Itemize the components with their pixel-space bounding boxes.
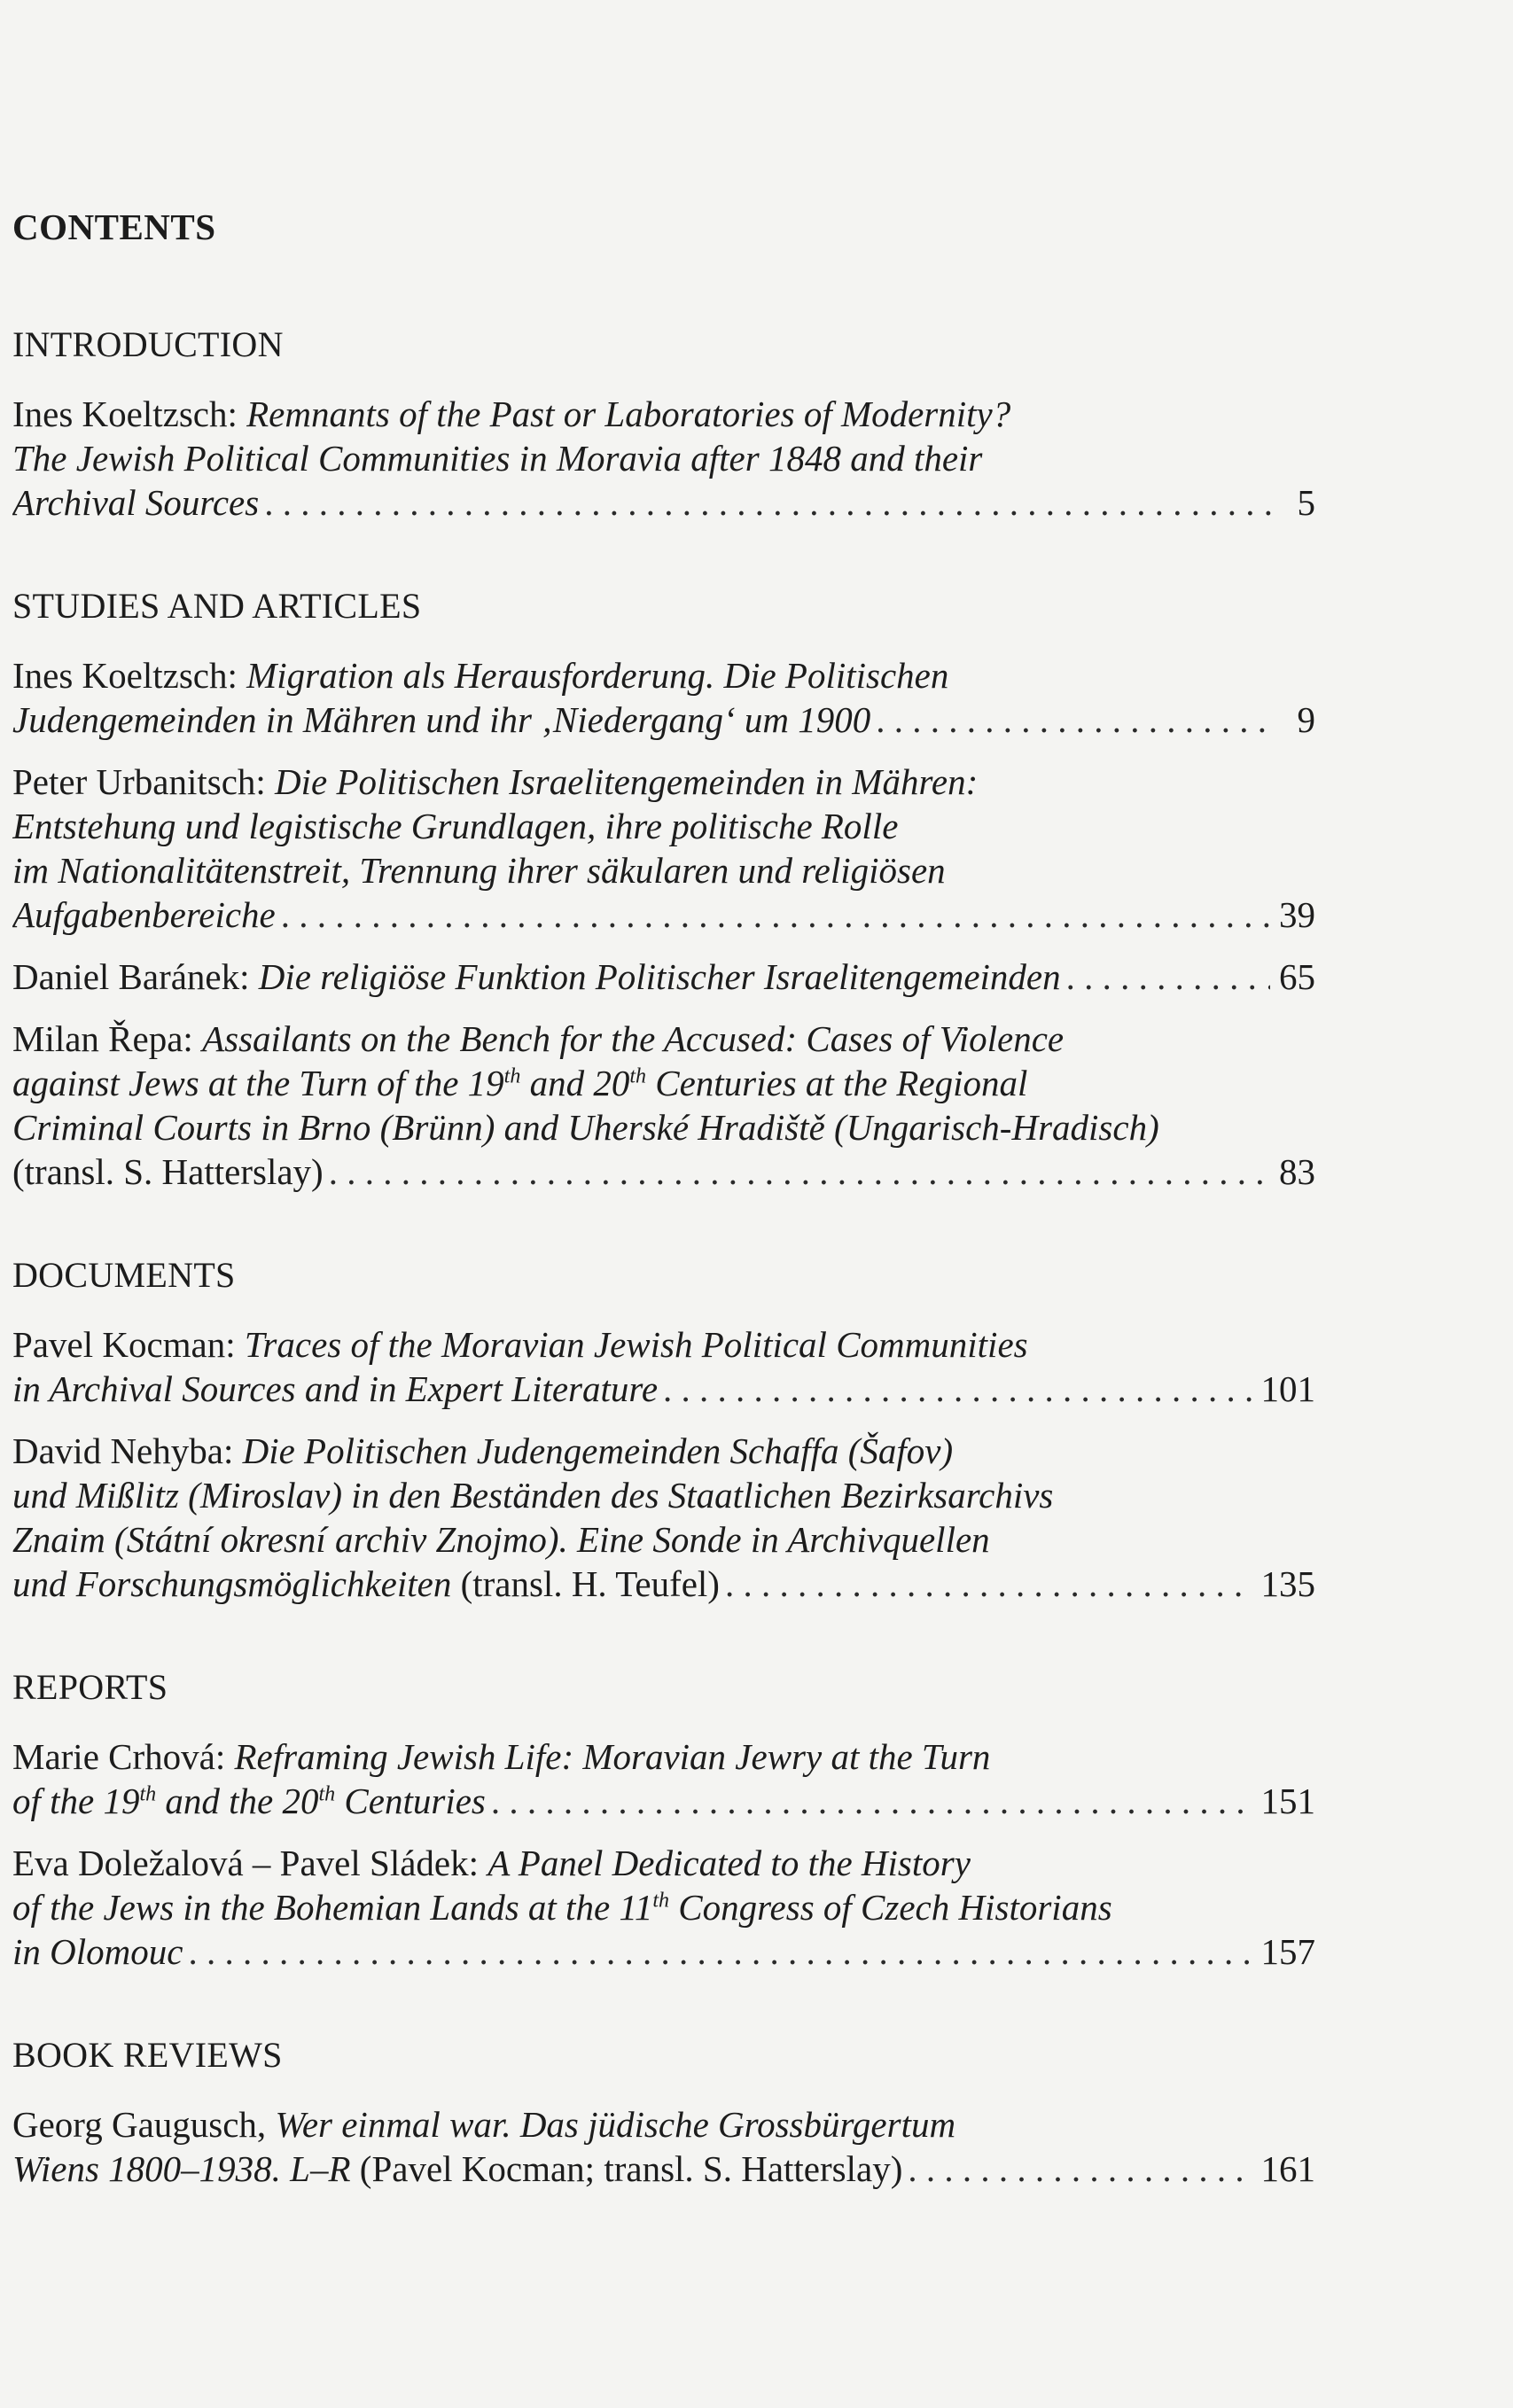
page-number: 135 <box>1260 1563 1315 1604</box>
entry-author: Daniel Baránek: <box>12 956 259 997</box>
entry-author: Eva Doležalová – Pavel Sládek: <box>12 1843 488 1883</box>
entry-title: und Mißlitz (Miroslav) in den Beständen des Staatlichen Bezirksarchivs <box>12 1475 1054 1516</box>
entry-reviewer: (Pavel Kocman; transl. S. Hatterslay) <box>350 2148 903 2189</box>
entry-title: Aufgabenbereiche <box>12 894 276 935</box>
entry-title: Traces of the Moravian Jewish Political Communities <box>244 1324 1028 1365</box>
leader-dots <box>720 1562 1252 1606</box>
toc-entry <box>12 760 1315 937</box>
entry-title-part: against Jews at the Turn of the 19 <box>12 1063 504 1103</box>
entry-author: Marie Crhová: <box>12 1736 235 1777</box>
section-title: DOCUMENTS <box>12 1255 236 1295</box>
contents-page <box>12 206 1315 2251</box>
superscript: th <box>318 1782 336 1806</box>
toc-entry <box>12 1429 1315 1606</box>
entry-title: Assailants on the Bench for the Accused: Cases of Violence <box>202 1018 1065 1059</box>
superscript: th <box>139 1782 157 1806</box>
entry-title: Judengemeinden in Mähren und ihr ‚Niedergang‘ um 1900 <box>12 699 871 740</box>
entry-title: Archival Sources <box>12 482 260 523</box>
page-number: 9 <box>1297 699 1315 740</box>
contents-heading: CONTENTS <box>12 207 216 247</box>
section-documents <box>12 1254 1315 1606</box>
entry-author: Georg Gaugusch, <box>12 2104 276 2145</box>
section-studies-and-articles <box>12 585 1315 1194</box>
entry-title: Die Politischen Israelitengemeinden in Mähren: <box>275 761 979 802</box>
entry-title: Die religiöse Funktion Politischer Israelitengemeinden <box>258 956 1061 997</box>
entry-title: Wer einmal war. Das jüdische Grossbürgertum <box>275 2104 956 2145</box>
toc-entry <box>12 1841 1315 1974</box>
toc-entry <box>12 1322 1315 1411</box>
page-number: 157 <box>1260 1931 1315 1972</box>
entry-title-part: Congress of Czech Historians <box>669 1887 1112 1928</box>
leader-dots <box>658 1367 1252 1411</box>
page-number: 39 <box>1279 894 1315 935</box>
entry-title: A Panel Dedicated to the History <box>487 1843 971 1883</box>
entry-title: Criminal Courts in Brno (Brünn) and Uherské Hradiště (Ungarisch-Hradisch) <box>12 1107 1159 1148</box>
toc-entry <box>12 955 1315 999</box>
toc-entry <box>12 1017 1315 1194</box>
entry-title: Znaim (Státní okresní archiv Znojmo). Eine Sonde in Archivquellen <box>12 1519 990 1560</box>
entry-author: Peter Urbanitsch: <box>12 761 276 802</box>
section-book-reviews <box>12 2034 1315 2191</box>
toc-entry <box>12 392 1315 525</box>
leader-dots <box>870 697 1271 742</box>
leader-dots <box>276 892 1270 937</box>
entry-title: The Jewish Political Communities in Moravia after 1848 and their <box>12 438 983 479</box>
leader-dots <box>259 480 1271 525</box>
page-number: 5 <box>1297 482 1315 523</box>
entry-title-part: of the Jews in the Bohemian Lands at the 11 <box>12 1887 653 1928</box>
entry-author: Milan Řepa: <box>12 1018 203 1059</box>
entry-title: Wiens 1800–1938. L–R <box>12 2148 351 2189</box>
page-number: 65 <box>1279 956 1315 997</box>
entry-title-part: of the 19 <box>12 1781 140 1821</box>
entry-title-part: and the 20 <box>156 1781 319 1821</box>
entry-title-part: Centuries <box>335 1781 486 1821</box>
toc-entry <box>12 2102 1315 2191</box>
superscript: th <box>629 1064 646 1088</box>
superscript: th <box>503 1064 521 1088</box>
toc-entry <box>12 653 1315 742</box>
section-title: REPORTS <box>12 1667 168 1707</box>
leader-dots <box>1061 955 1270 999</box>
section-title: STUDIES AND ARTICLES <box>12 586 422 626</box>
page-number: 101 <box>1260 1368 1315 1409</box>
entry-title: Reframing Jewish Life: Moravian Jewry at the Turn <box>234 1736 991 1777</box>
toc-entry <box>12 1734 1315 1823</box>
entry-title: im Nationalitätenstreit, Trennung ihrer säkularen und religiösen <box>12 850 946 891</box>
leader-dots <box>324 1149 1270 1194</box>
section-introduction <box>12 323 1315 525</box>
entry-title-part: and 20 <box>520 1063 630 1103</box>
section-title: BOOK REVIEWS <box>12 2035 283 2075</box>
entry-title-part: Centuries at the Regional <box>646 1063 1028 1103</box>
entry-title: Entstehung und legistische Grundlagen, ihre politische Rolle <box>12 806 899 846</box>
page-number: 151 <box>1260 1781 1315 1821</box>
entry-title: in Archival Sources and in Expert Literature <box>12 1368 659 1409</box>
section-reports <box>12 1666 1315 1974</box>
entry-author: David Nehyba: <box>12 1430 243 1471</box>
section-title: INTRODUCTION <box>12 324 284 364</box>
entry-author: Ines Koeltzsch: <box>12 394 247 434</box>
entry-author: Pavel Kocman: <box>12 1324 245 1365</box>
leader-dots <box>183 1929 1252 1974</box>
entry-title: Migration als Herausforderung. Die Politischen <box>246 655 949 696</box>
page-number: 83 <box>1279 1151 1315 1192</box>
entry-translator: (transl. H. Teufel) <box>451 1563 720 1604</box>
entry-title: und Forschungsmöglichkeiten <box>12 1563 452 1604</box>
leader-dots <box>902 2147 1252 2191</box>
page-number: 161 <box>1260 2148 1315 2189</box>
entry-title: in Olomouc <box>12 1931 183 1972</box>
entry-author: Ines Koeltzsch: <box>12 655 247 696</box>
leader-dots <box>486 1779 1252 1823</box>
entry-title: Remnants of the Past or Laboratories of Modernity? <box>246 394 1011 434</box>
entry-title: Die Politischen Judengemeinden Schaffa (Šafov) <box>242 1430 954 1471</box>
superscript: th <box>652 1889 670 1913</box>
entry-translator: (transl. S. Hatterslay) <box>12 1151 324 1192</box>
